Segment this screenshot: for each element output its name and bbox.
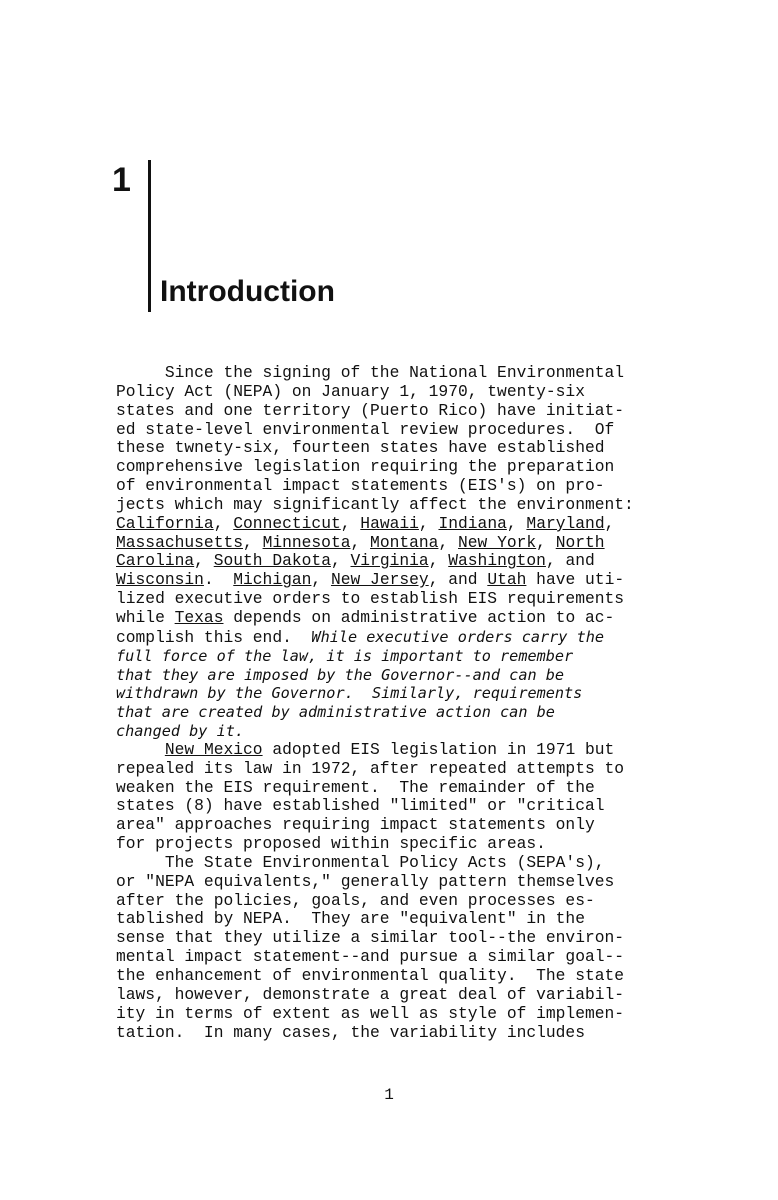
chapter-divider	[148, 160, 151, 312]
text-line	[116, 458, 676, 477]
text-line	[116, 647, 676, 666]
text-line	[116, 741, 676, 760]
text-line	[116, 1024, 676, 1043]
text-segment: , and	[428, 570, 488, 590]
text-segment: ,	[213, 513, 234, 533]
text-segment: ,	[438, 532, 458, 552]
text-line	[116, 929, 676, 948]
text-segment: weaken the EIS requirement. The remainder of the	[116, 777, 595, 797]
underlined-text: Utah	[487, 570, 527, 590]
text-line	[116, 892, 676, 911]
text-segment: repealed its law in 1972, after repeated attempts to	[116, 758, 625, 778]
text-segment: tablished by NEPA. They are "equivalent" in the	[116, 909, 585, 929]
underlined-text: North	[555, 532, 605, 552]
text-segment: ,	[604, 513, 615, 533]
underlined-text: New Jersey	[330, 570, 429, 590]
text-line	[116, 684, 676, 703]
text-segment: complish this end.	[116, 627, 312, 647]
underlined-text: Wisconsin	[116, 570, 204, 590]
underlined-text: Michigan	[233, 570, 312, 590]
text-segment: mental impact statement--and pursue a similar goal--	[116, 947, 625, 967]
underlined-text: Connecticut	[233, 513, 341, 533]
text-line	[116, 797, 676, 816]
text-line	[116, 496, 676, 515]
text-segment: the enhancement of environmental quality. The state	[116, 966, 625, 985]
text-line	[116, 835, 676, 854]
text-line	[116, 364, 676, 383]
body-text	[116, 364, 676, 1042]
text-line	[116, 873, 676, 892]
text-line	[116, 986, 676, 1005]
text-segment: for projects proposed within specific areas.	[116, 834, 546, 854]
text-segment: ,	[350, 532, 371, 552]
italic-text: that they are imposed by the Governor--and can be	[116, 665, 565, 684]
text-line	[116, 590, 676, 609]
underlined-text: Indiana	[438, 513, 507, 533]
italic-text: withdrawn by the Governor. Similarly, requirements	[116, 684, 583, 703]
text-segment: sense that they utilize a similar tool--the environ-	[116, 928, 625, 948]
text-segment: ,	[243, 532, 263, 552]
underlined-text: Massachusetts	[116, 532, 244, 552]
underlined-text: New York	[458, 532, 537, 552]
text-segment: ,	[506, 513, 527, 533]
italic-text: While executive orders carry the	[311, 627, 605, 646]
text-line	[116, 477, 676, 496]
text-segment: Since the signing of the National Environmental	[116, 363, 625, 382]
underlined-text: Montana	[370, 532, 439, 552]
text-line	[116, 402, 676, 421]
underlined-text: South Dakota	[213, 551, 331, 571]
text-segment: comprehensive legislation requiring the preparation	[116, 457, 615, 477]
text-segment: these twnety-six, fourteen states have established	[116, 438, 605, 458]
underlined-text: Texas	[174, 607, 224, 627]
text-line	[116, 967, 676, 986]
text-line	[116, 515, 676, 534]
underlined-text: Minnesota	[262, 532, 351, 552]
text-segment: The State Environmental Policy Acts (SEPA's),	[116, 852, 605, 872]
italic-text: that are created by administrative action can be	[116, 703, 555, 722]
text-line	[116, 666, 676, 685]
text-line	[116, 609, 676, 628]
underlined-text: Virginia	[350, 551, 429, 571]
text-segment: ,	[428, 551, 449, 571]
text-segment: after the policies, goals, and even processes es-	[116, 890, 595, 910]
chapter-number: 1	[112, 161, 131, 199]
text-segment: adopted EIS legislation in 1971 but	[262, 739, 615, 759]
text-segment: ,	[194, 551, 214, 571]
text-segment: .	[203, 570, 234, 590]
text-segment: or "NEPA equivalents," generally pattern themselves	[116, 871, 615, 891]
text-segment: of environmental impact statements (EIS's) on pro-	[116, 476, 605, 496]
underlined-text: Maryland	[526, 513, 605, 533]
italic-text: changed by it.	[116, 722, 245, 741]
text-line	[116, 628, 676, 647]
text-segment: , and	[545, 551, 595, 571]
text-segment: ,	[340, 513, 361, 533]
text-line	[116, 534, 676, 553]
text-line	[116, 854, 676, 873]
text-segment: ,	[311, 570, 331, 590]
text-segment: jects which may significantly affect the environment:	[116, 494, 634, 514]
text-segment: lized executive orders to establish EIS requirements	[116, 589, 625, 609]
text-segment: while	[116, 607, 175, 627]
text-line	[116, 910, 676, 929]
text-line	[116, 439, 676, 458]
text-segment: states (8) have established "limited" or "critical	[116, 796, 605, 816]
text-line	[116, 383, 676, 402]
text-segment: depends on administrative action to ac-	[223, 607, 615, 627]
text-segment: ity in terms of extent as well as style of implemen-	[116, 1003, 625, 1023]
text-segment: have uti-	[526, 570, 625, 590]
text-segment: ed state-level environmental review procedures. Of	[116, 419, 615, 439]
text-line	[116, 779, 676, 798]
underlined-text: Carolina	[116, 551, 195, 571]
text-segment: ,	[418, 513, 439, 533]
text-line	[116, 703, 676, 722]
underlined-text: Hawaii	[360, 513, 419, 533]
text-segment: tation. In many cases, the variability includes	[116, 1022, 585, 1042]
text-line	[116, 722, 676, 741]
text-line	[116, 552, 676, 571]
underlined-text: Washington	[448, 551, 546, 571]
text-segment: ,	[536, 532, 556, 552]
text-segment: Policy Act (NEPA) on January 1, 1970, twenty-six	[116, 381, 585, 401]
underlined-text: New Mexico	[164, 739, 263, 759]
page-number: 1	[384, 1086, 394, 1104]
underlined-text: California	[116, 513, 214, 533]
chapter-title: Introduction	[160, 275, 335, 308]
text-line	[116, 816, 676, 835]
text-segment: laws, however, demonstrate a great deal of variabil-	[116, 984, 625, 1004]
text-segment: states and one territory (Puerto Rico) have initiat-	[116, 400, 625, 420]
italic-text: full force of the law, it is important to remember	[116, 646, 574, 665]
text-line	[116, 1005, 676, 1024]
text-line	[116, 760, 676, 779]
text-segment: ,	[330, 551, 351, 571]
text-segment	[116, 740, 165, 759]
text-segment: area" approaches requiring impact statements only	[116, 815, 595, 835]
text-line	[116, 421, 676, 440]
text-line	[116, 571, 676, 590]
text-line	[116, 948, 676, 967]
